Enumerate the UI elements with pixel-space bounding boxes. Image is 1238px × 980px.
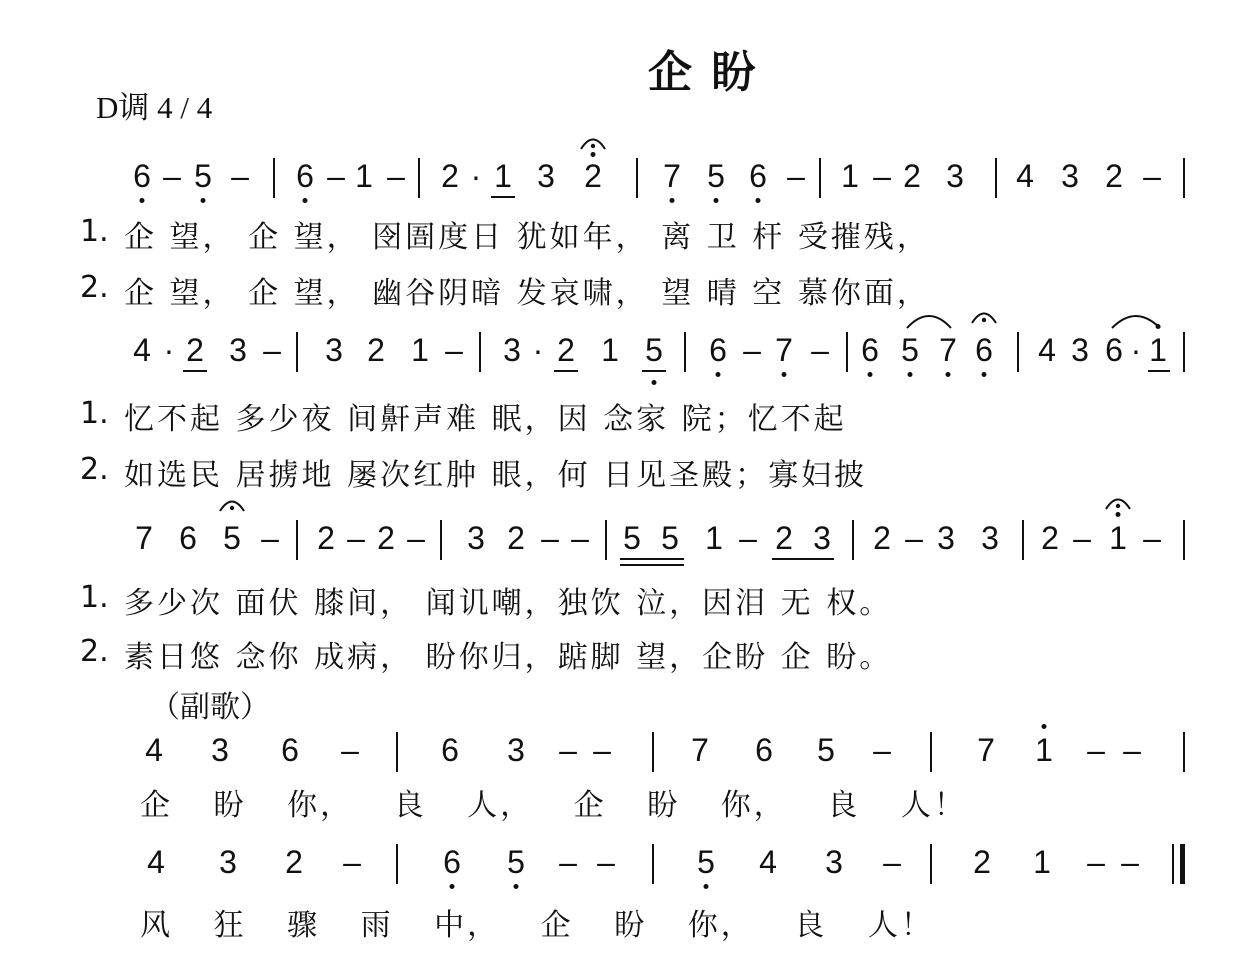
- note: 2: [557, 332, 575, 368]
- note: 5: [817, 732, 835, 768]
- augmentation-dot: ·: [470, 158, 482, 194]
- note: 2: [903, 158, 921, 194]
- note: 2: [377, 520, 395, 556]
- dash: –: [559, 844, 577, 880]
- note: 3: [211, 732, 229, 768]
- note: 3: [813, 520, 831, 556]
- barline: [296, 332, 298, 372]
- high-octave-dot: [591, 152, 596, 157]
- dash: –: [347, 520, 365, 556]
- lyrics-line2-v2: 如选民 居掳地 屡次红肿 眼，何 日见圣殿；寡妇披: [124, 458, 868, 493]
- low-octave-dot: [303, 198, 308, 203]
- note: 5: [661, 520, 679, 556]
- note: 3: [946, 158, 964, 194]
- note: 7: [663, 158, 681, 194]
- slur-icon: [905, 310, 953, 330]
- barline: [930, 732, 932, 772]
- dash: –: [1087, 732, 1105, 768]
- barline: [846, 332, 848, 372]
- dash: –: [341, 732, 359, 768]
- dash: –: [1143, 158, 1161, 194]
- note: 1: [1035, 732, 1053, 768]
- lyrics-line3-v2: 素日悠 念你 成病， 盼你归，踮脚 望，企盼 企 盼。: [124, 640, 893, 675]
- song-title: 企 盼: [648, 47, 758, 98]
- note: 7: [977, 732, 995, 768]
- dash: –: [387, 158, 405, 194]
- dash: –: [571, 520, 589, 556]
- low-octave-dot: [946, 372, 951, 377]
- barline: [652, 732, 654, 772]
- note: 6: [133, 158, 151, 194]
- dash: –: [787, 158, 805, 194]
- verse-label-1: 1.: [80, 396, 109, 431]
- note: 5: [697, 844, 715, 880]
- note: 6: [709, 332, 727, 368]
- verse-label-2: 2.: [80, 452, 109, 487]
- fermata-icon: [218, 496, 246, 512]
- underline: [491, 196, 515, 198]
- low-octave-dot: [782, 372, 787, 377]
- barline: [418, 158, 420, 198]
- augmentation-dot: ·: [1130, 332, 1142, 368]
- note: 1: [1109, 520, 1127, 556]
- dash: –: [1123, 732, 1141, 768]
- note: 5: [507, 844, 525, 880]
- note: 1: [1033, 844, 1051, 880]
- low-octave-dot: [704, 884, 709, 889]
- low-octave-dot: [652, 380, 657, 385]
- verse-label-2: 2.: [80, 270, 109, 305]
- low-octave-dot: [514, 884, 519, 889]
- note: 1: [1149, 332, 1167, 368]
- lyrics-line2-v1: 忆不起 多少夜 间鼾声难 眠，因 念家 院；忆不起: [124, 402, 847, 437]
- note: 6: [441, 732, 459, 768]
- note: 4: [1038, 332, 1056, 368]
- note: 6: [861, 332, 879, 368]
- dash: –: [905, 520, 923, 556]
- note: 2: [775, 520, 793, 556]
- note: 4: [145, 732, 163, 768]
- underline: [183, 370, 207, 372]
- chorus-lyrics-2: 风 狂 骤 雨 中， 企 盼 你， 良 人！: [140, 908, 934, 943]
- dash: –: [407, 520, 425, 556]
- low-octave-dot: [201, 198, 206, 203]
- note: 2: [584, 158, 602, 194]
- note: 7: [939, 332, 957, 368]
- barline: [1017, 332, 1019, 372]
- fermata-icon: [970, 308, 998, 324]
- barline: [995, 158, 997, 198]
- low-octave-dot: [908, 372, 913, 377]
- underline: [554, 370, 578, 372]
- note: 5: [707, 158, 725, 194]
- note: 7: [135, 520, 153, 556]
- note: 1: [601, 332, 619, 368]
- note: 3: [467, 520, 485, 556]
- dash: –: [1087, 844, 1105, 880]
- dash: –: [873, 158, 891, 194]
- dash: –: [597, 844, 615, 880]
- dash: –: [343, 844, 361, 880]
- barline: [1183, 520, 1185, 560]
- low-octave-dot: [140, 198, 145, 203]
- note: 2: [1105, 158, 1123, 194]
- note: 2: [186, 332, 204, 368]
- dash: –: [231, 158, 249, 194]
- notation-row-2: [0, 330, 1238, 390]
- dash: –: [883, 844, 901, 880]
- note: 3: [325, 332, 343, 368]
- barline: [296, 520, 298, 560]
- barline: [273, 158, 275, 198]
- note: 5: [901, 332, 919, 368]
- barline: [1183, 732, 1185, 772]
- verse-label-1: 1.: [80, 214, 109, 249]
- low-octave-dot: [868, 372, 873, 377]
- dash: –: [739, 520, 757, 556]
- note: 2: [441, 158, 459, 194]
- dash: –: [743, 332, 761, 368]
- dash: –: [327, 158, 345, 194]
- note: 1: [494, 158, 512, 194]
- note: 4: [133, 332, 151, 368]
- fermata-icon: [1104, 494, 1132, 510]
- note: 5: [223, 520, 241, 556]
- note: 2: [1041, 520, 1059, 556]
- barline: [1183, 158, 1185, 198]
- dash: –: [445, 332, 463, 368]
- low-octave-dot: [756, 198, 761, 203]
- barline: [636, 158, 638, 198]
- note: 2: [367, 332, 385, 368]
- note: 3: [937, 520, 955, 556]
- dash: –: [559, 732, 577, 768]
- final-barline-thick: [1180, 844, 1185, 884]
- note: 5: [194, 158, 212, 194]
- note: 2: [317, 520, 335, 556]
- dash: –: [163, 158, 181, 194]
- note: 3: [507, 732, 525, 768]
- barline: [852, 520, 854, 560]
- dash: –: [1121, 844, 1139, 880]
- barline: [440, 520, 442, 560]
- note: 4: [147, 844, 165, 880]
- note: 6: [749, 158, 767, 194]
- barline: [819, 158, 821, 198]
- chorus-lyrics-1: 企 盼 你， 良 人， 企 盼 你， 良 人！: [140, 788, 967, 823]
- lyrics-line1-v1: 企 望， 企 望， 囹圄度日 犹如年， 离 卫 杆 受摧残，: [124, 220, 930, 255]
- note: 3: [219, 844, 237, 880]
- lyrics-line1-v2: 企 望， 企 望， 幽谷阴暗 发哀啸， 望 晴 空 慕你面，: [124, 276, 930, 311]
- underline: [642, 370, 666, 372]
- underline: [772, 558, 834, 560]
- note: 6: [975, 332, 993, 368]
- note: 3: [537, 158, 555, 194]
- note: 6: [755, 732, 773, 768]
- underline: [620, 564, 684, 566]
- note: 6: [443, 844, 461, 880]
- note: 3: [503, 332, 521, 368]
- note: 6: [296, 158, 314, 194]
- high-octave-dot: [1116, 512, 1121, 517]
- low-octave-dot: [982, 372, 987, 377]
- note: 2: [285, 844, 303, 880]
- barline: [1183, 332, 1185, 372]
- dash: –: [593, 732, 611, 768]
- high-octave-dot: [1042, 724, 1047, 729]
- note: 1: [411, 332, 429, 368]
- dash: –: [873, 732, 891, 768]
- slur-icon: [1110, 310, 1162, 330]
- dash: –: [811, 332, 829, 368]
- dash: –: [263, 332, 281, 368]
- dash: –: [541, 520, 559, 556]
- note: 6: [281, 732, 299, 768]
- barline: [396, 732, 398, 772]
- lyrics-line3-v1: 多少次 面伏 膝间， 闻讥嘲，独饮 泣，因泪 无 权。: [124, 586, 893, 621]
- underline: [620, 558, 684, 560]
- note: 5: [645, 332, 663, 368]
- notation-row-3: [0, 518, 1238, 578]
- notation-row-5: [0, 842, 1238, 902]
- dash: –: [1073, 520, 1091, 556]
- note: 5: [623, 520, 641, 556]
- key-signature: D调 4 / 4: [96, 90, 213, 125]
- verse-label-2: 2.: [80, 634, 109, 669]
- note: 3: [1071, 332, 1089, 368]
- note: 4: [759, 844, 777, 880]
- notation-row-1: [0, 156, 1238, 216]
- note: 7: [775, 332, 793, 368]
- note: 4: [1016, 158, 1034, 194]
- barline: [652, 844, 654, 884]
- note: 1: [841, 158, 859, 194]
- augmentation-dot: ·: [532, 332, 544, 368]
- note: 3: [825, 844, 843, 880]
- note: 3: [229, 332, 247, 368]
- barline: [1022, 520, 1024, 560]
- note: 1: [705, 520, 723, 556]
- barline: [684, 332, 686, 372]
- fermata-icon: [579, 134, 607, 150]
- dash: –: [261, 520, 279, 556]
- note: 3: [981, 520, 999, 556]
- barline: [605, 520, 607, 560]
- low-octave-dot: [670, 198, 675, 203]
- final-barline-thin: [1172, 844, 1174, 884]
- augmentation-dot: ·: [163, 332, 175, 368]
- barline: [396, 844, 398, 884]
- note: 3: [1061, 158, 1079, 194]
- note: 6: [1105, 332, 1123, 368]
- chorus-label: （副歌）: [150, 690, 270, 725]
- barline: [479, 332, 481, 372]
- dash: –: [1143, 520, 1161, 556]
- low-octave-dot: [714, 198, 719, 203]
- note: 7: [691, 732, 709, 768]
- note: 2: [873, 520, 891, 556]
- low-octave-dot: [716, 372, 721, 377]
- note: 2: [507, 520, 525, 556]
- note: 1: [355, 158, 373, 194]
- low-octave-dot: [450, 884, 455, 889]
- underline: [1148, 370, 1170, 372]
- barline: [930, 844, 932, 884]
- note: 2: [973, 844, 991, 880]
- note: 6: [179, 520, 197, 556]
- verse-label-1: 1.: [80, 580, 109, 615]
